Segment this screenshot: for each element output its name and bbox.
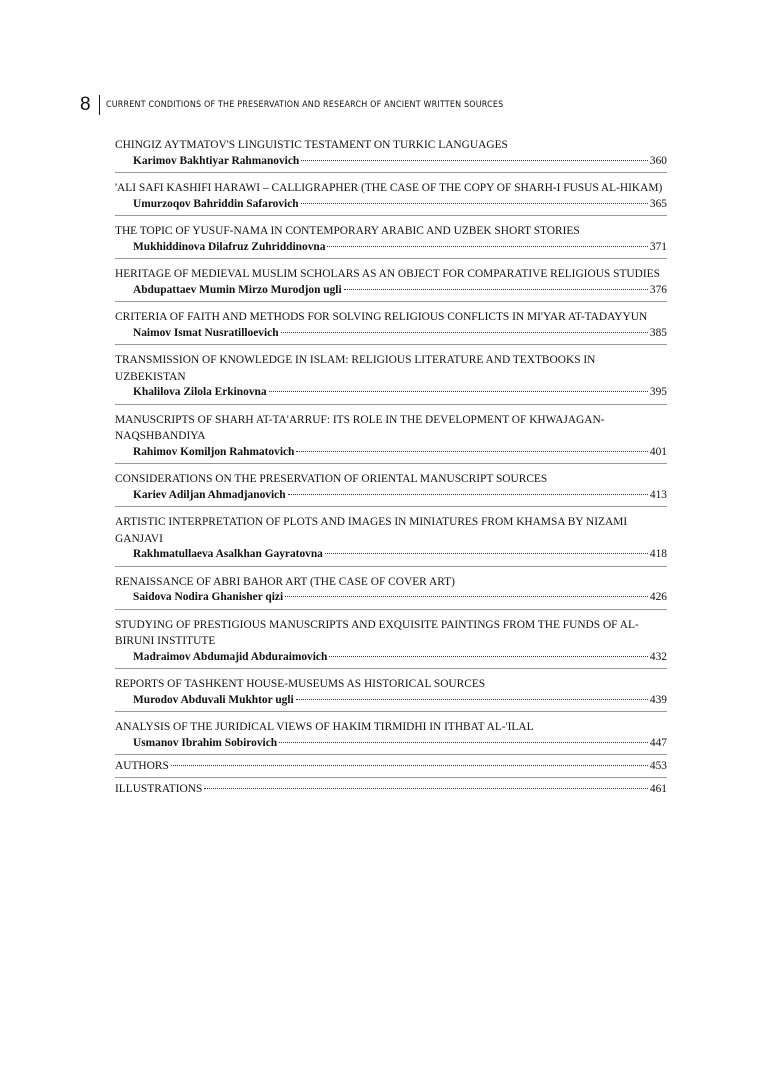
toc-entry-title: ARTISTIC INTERPRETATION OF PLOTS AND IMAGES IN MINIATURES FROM KHAMSA BY NIZAMI GANJAVI <box>115 516 628 545</box>
toc-entry-title: THE TOPIC OF YUSUF-NAMA IN CONTEMPORARY ARABIC AND UZBEK SHORT STORIES <box>115 225 580 237</box>
toc-extra-entry <box>115 778 667 800</box>
toc-entry-title: 'ALI SAFI KASHIFI HARAWI – CALLIGRAPHER (THE CASE OF THE COPY OF SHARH-I FUSUS AL-HIKAM) <box>115 182 663 194</box>
toc-entry-title: ANALYSIS OF THE JURIDICAL VIEWS OF HAKIM TIRMIDHI IN ITHBAT AL-'ILAL <box>115 721 534 733</box>
dot-leader <box>269 391 648 392</box>
dot-leader <box>204 788 648 789</box>
dot-leader <box>296 451 648 452</box>
dot-leader <box>279 742 648 743</box>
dot-leader <box>296 699 648 700</box>
dot-leader <box>327 246 647 247</box>
table-of-contents <box>115 132 667 800</box>
toc-extra-label: AUTHORS <box>115 760 169 772</box>
header-divider <box>99 95 100 115</box>
toc-entry-page: 360 <box>649 154 667 167</box>
toc-entry-page: 413 <box>649 488 667 501</box>
toc-extra-page: 461 <box>649 783 667 795</box>
toc-entry-author-row <box>115 693 667 709</box>
toc-entry <box>115 302 667 345</box>
toc-entry-author: Madraimov Abdumajid Abduraimovich <box>133 650 328 663</box>
toc-entry-title: CONSIDERATIONS ON THE PRESERVATION OF ORIENTAL MANUSCRIPT SOURCES <box>115 473 548 485</box>
dot-leader <box>301 160 648 161</box>
toc-entry-title: CHINGIZ AYTMATOV'S LINGUISTIC TESTAMENT ON TURKIC LANGUAGES <box>115 139 508 151</box>
toc-entry-title: CRITERIA OF FAITH AND METHODS FOR SOLVING RELIGIOUS CONFLICTS IN MI'YAR AT-TADAYYUN <box>115 311 648 323</box>
toc-entry-author: Rakhmatullaeva Asalkhan Gayratovna <box>133 548 323 560</box>
toc-entry-author-row <box>115 488 667 504</box>
toc-entry-title: STUDYING OF PRESTIGIOUS MANUSCRIPTS AND EXQUISITE PAINTINGS FROM THE FUNDS OF AL-BIRUNI INSTITUTE <box>115 618 639 647</box>
toc-entry-title: RENAISSANCE OF ABRI BAHOR ART (THE CASE OF COVER ART) <box>115 575 455 588</box>
running-title: CURRENT CONDITIONS OF THE PRESERVATION AND RESEARCH OF ANCIENT WRITTEN SOURCES <box>105 100 503 110</box>
toc-entry-page: 371 <box>649 240 667 253</box>
toc-entry-page: 395 <box>649 386 667 398</box>
dot-leader <box>329 656 648 657</box>
toc-extra-entry <box>115 755 667 778</box>
toc-entry-page: 401 <box>649 445 667 458</box>
toc-entry-page: 432 <box>649 650 667 663</box>
toc-entry-author: Murodov Abduvali Mukhtor ugli <box>133 693 294 706</box>
toc-entry-author: Karimov Bakhtiyar Rahmanovich <box>133 154 300 167</box>
toc-extra-page: 453 <box>649 760 667 772</box>
toc-entry-page: 447 <box>649 736 667 749</box>
toc-entry <box>115 405 667 465</box>
toc-entry <box>115 345 667 405</box>
toc-entry-author-row <box>115 650 667 666</box>
toc-entry <box>115 507 667 567</box>
toc-entry-author: Khalilova Zilola Erkinovna <box>133 386 267 398</box>
toc-entry <box>115 216 667 259</box>
toc-entry-author-row <box>115 197 667 213</box>
toc-entry <box>115 669 667 712</box>
toc-entry-author-row <box>115 154 667 170</box>
toc-entry-author: Rahimov Komiljon Rahmatovich <box>133 445 295 458</box>
toc-entry <box>115 712 667 755</box>
dot-leader <box>285 596 648 597</box>
page-header <box>80 94 533 116</box>
toc-entry-page: 385 <box>649 326 667 339</box>
toc-entry <box>115 173 667 216</box>
page-number: 8 <box>80 94 91 115</box>
toc-entry <box>115 464 667 507</box>
toc-entry-page: 426 <box>649 591 667 603</box>
toc-entry-page: 376 <box>649 283 667 296</box>
dot-leader <box>301 203 648 204</box>
toc-entry <box>115 610 667 670</box>
toc-entry-page: 439 <box>649 693 667 706</box>
toc-entry-title: REPORTS OF TASHKENT HOUSE-MUSEUMS AS HISTORICAL SOURCES <box>115 678 486 690</box>
dot-leader <box>325 553 648 554</box>
dot-leader <box>344 289 648 290</box>
dot-leader <box>281 332 648 333</box>
toc-entry-author-row <box>115 385 667 401</box>
toc-entry-title: MANUSCRIPTS OF SHARH AT-TA'ARRUF: ITS ROLE IN THE DEVELOPMENT OF KHWAJAGAN-NAQSHBANDIYA <box>115 413 605 442</box>
toc-entry-author: Umurzoqov Bahriddin Safarovich <box>133 197 299 210</box>
toc-entry-author: Naimov Ismat Nusratilloevich <box>133 326 279 339</box>
toc-entry-author: Usmanov Ibrahim Sobirovich <box>133 736 278 749</box>
toc-entry-author: Mukhiddinova Dilafruz Zuhriddinovna <box>133 240 326 253</box>
toc-entry-author-row <box>115 326 667 342</box>
dot-leader <box>171 765 648 766</box>
toc-entry-page: 365 <box>649 197 667 210</box>
toc-entry <box>115 567 667 610</box>
toc-entry-author-row <box>115 547 667 563</box>
toc-entry-author: Abdupattaev Mumin Mirzo Murodjon ugli <box>133 283 342 296</box>
toc-entry-author-row <box>115 590 667 606</box>
toc-entry-title: TRANSMISSION OF KNOWLEDGE IN ISLAM: RELIGIOUS LITERATURE AND TEXTBOOKS IN UZBEKISTAN <box>115 354 596 383</box>
toc-entry-author-row <box>115 736 667 752</box>
toc-entry-author-row <box>115 445 667 461</box>
toc-entry-title: HERITAGE OF MEDIEVAL MUSLIM SCHOLARS AS AN OBJECT FOR COMPARATIVE RELIGIOUS STUDIES <box>115 268 660 280</box>
toc-entry-page: 418 <box>649 548 667 560</box>
toc-entry-author-row <box>115 283 667 299</box>
dot-leader <box>288 494 648 495</box>
toc-entry-author: Kariev Adiljan Ahmadjanovich <box>133 488 286 501</box>
toc-entry-author: Saidova Nodira Ghanisher qizi <box>133 591 284 603</box>
toc-entry-author-row <box>115 240 667 256</box>
toc-extra-label: ILLUSTRATIONS <box>115 783 203 795</box>
toc-entry <box>115 132 667 173</box>
toc-entry <box>115 259 667 302</box>
